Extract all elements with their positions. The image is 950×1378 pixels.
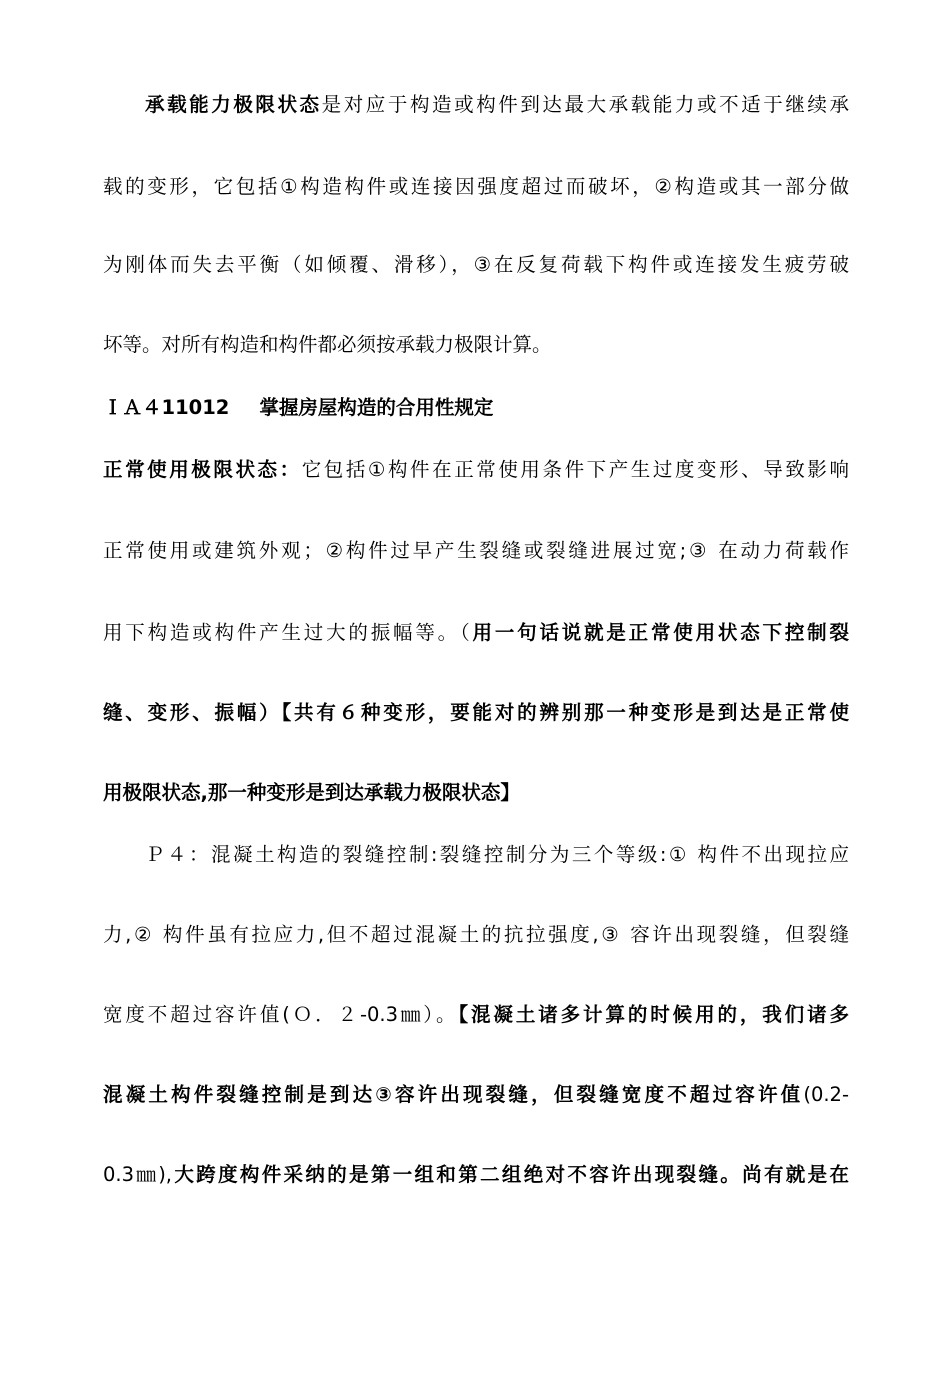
note-bold: 用一句话说就是正常使用状态下控制裂 [472,621,849,644]
paragraph-1-line-4: 坏等。对所有构造和构件都必须按承载力极限计算。 [103,333,552,356]
paragraph-1-line-3: 为刚体而失去平衡（如倾覆、滑移），③在反复荷载下构件或连接发生疲劳破 [103,253,849,276]
text: 它包括①构件在正常使用条件下产生过度变形、导致影响 [301,458,849,481]
text: 是对应于构造或构件到达最大承载能力或不适于继续承 [321,93,849,116]
paragraph-2-line-5: 用极限状态,那一种变形是到达承载力极限状态】 [103,781,520,804]
paragraph-3-line-4 [103,1081,849,1109]
paragraph-2-line-4: 缝、变形、振幅）【共有６种变形，要能对的辨别那一种变形是到达是正常使 [103,701,849,724]
paragraph-3-line-2: 力,② 构件虽有拉应力,但不超过混凝土的抗拉强度,③ 容许出现裂缝，但裂缝 [103,923,849,946]
term-bold: 承载能力极限状态 [145,93,322,116]
paragraph-2-line-1 [103,456,849,484]
paragraph-1-line-2: 载的变形，它包括①构造构件或连接因强度超过而破坏，②构造或其一部分做 [103,175,849,198]
paragraph-3-line-3 [103,1001,849,1029]
text: 用下构造或构件产生过大的振幅等。（ [103,621,473,644]
paragraph-3-line-5 [103,1161,849,1189]
paragraph-2-line-3 [103,619,849,647]
text: (0.2- [803,1083,849,1106]
paragraph-3-line-1: Ｐ４：混凝土构造的裂缝控制:裂缝控制分为三个等级:① 构件不出现拉应 [145,843,849,866]
note-bold: 混凝土构件裂缝控制是到达③容许出现裂缝，但裂缝宽度不超过容许值 [103,1083,804,1106]
section-code: ＩＡ４11012 [103,396,230,419]
note-bold: 【混凝土诸多计算的时候用的，我们诸多 [458,1003,849,1026]
section-title: 掌握房屋构造的合用性规定 [259,396,494,419]
paragraph-2-line-2: 正常使用或建筑外观；②构件过早产生裂缝或裂缝进展过宽;③ 在动力荷载作 [103,539,849,562]
section-heading [103,394,849,422]
text: 0.3㎜), [103,1163,172,1186]
paragraph-1-line-1 [145,91,849,119]
note-bold: 大跨度构件采纳的是第一组和第二组绝对不容许出现裂缝。尚有就是在 [172,1163,849,1186]
term-bold: 正常使用极限状态： [103,458,302,481]
text: 宽度不超过容许值(Ｏ．２-0.3㎜）。 [103,1003,459,1026]
